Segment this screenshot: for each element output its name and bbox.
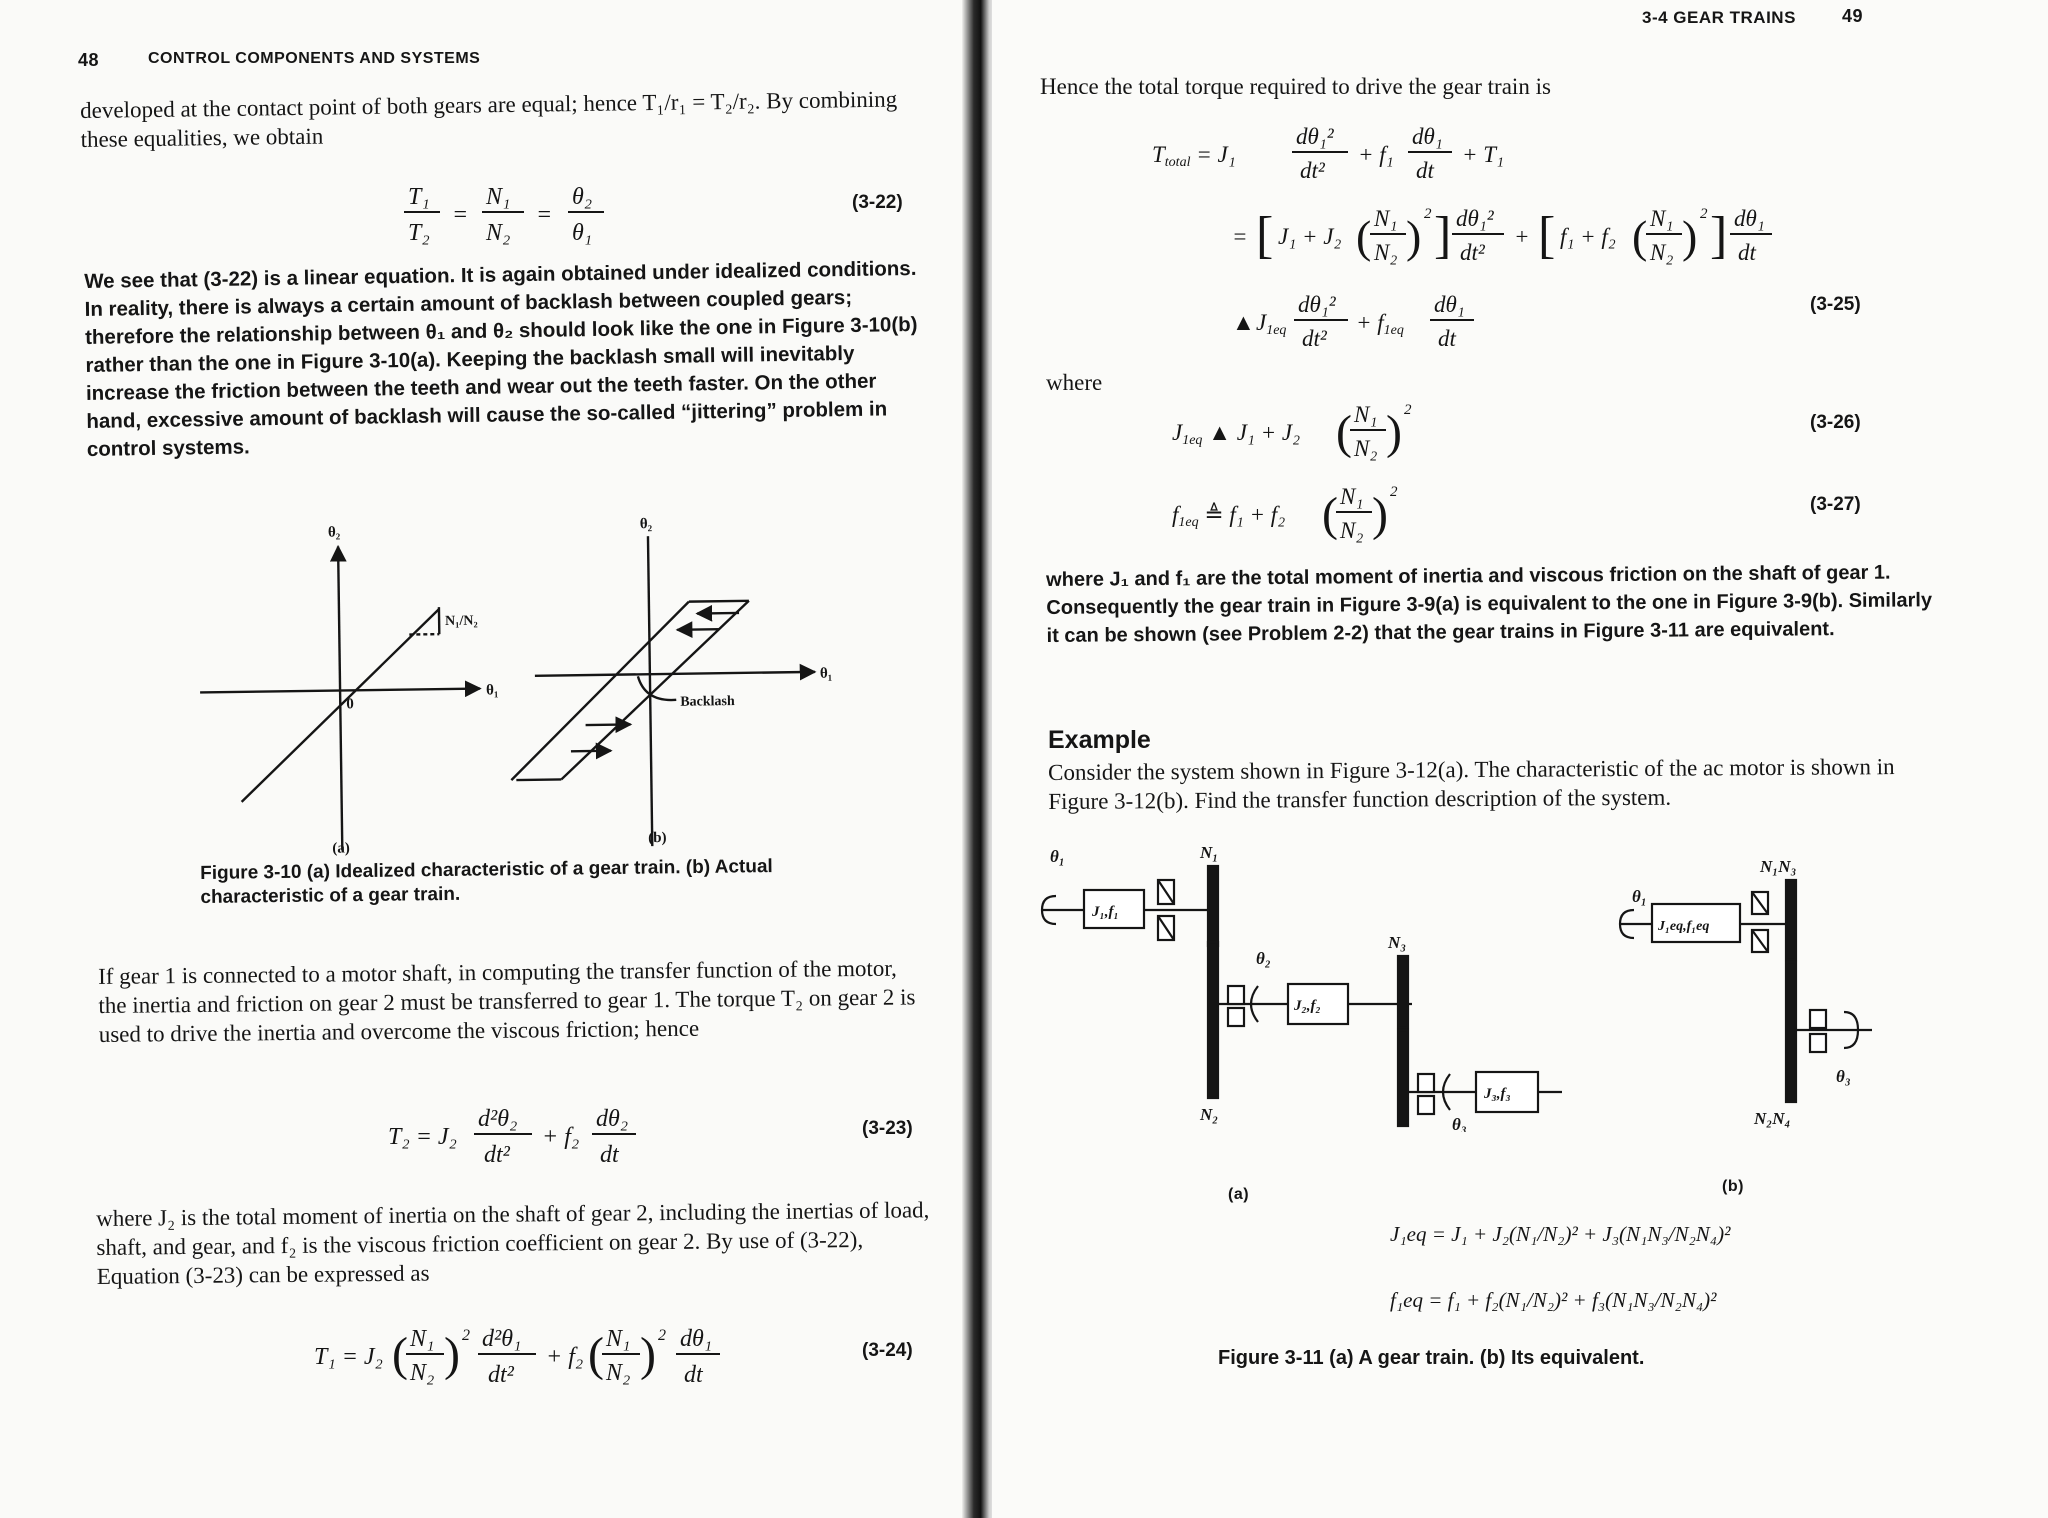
svg-text:[: [ — [1538, 207, 1556, 264]
svg-text:N₂: N₂ — [1650, 240, 1674, 265]
eq-number-3-25: (3-25) — [1810, 294, 1861, 315]
svg-text:θ₁: θ₁ — [572, 220, 593, 246]
svg-text:N₁: N₁ — [1340, 484, 1364, 509]
svg-text:f1eq ≜ f₁ + f₂: f1eq ≜ f₁ + f₂ — [1172, 502, 1286, 530]
svg-text:N₂: N₂ — [486, 220, 511, 246]
running-head-left: CONTROL COMPONENTS AND SYSTEMS — [148, 50, 481, 67]
paragraph-1: developed at the contact point of both gears are equal; hence T₁/r₁ = T₂/r₂. By combining these equalities, we obtain — [80, 86, 898, 152]
svg-text:): ) — [640, 1328, 656, 1381]
fig-a-label-j1f1: J₁,f₁ — [1092, 904, 1119, 920]
svg-text:dt²: dt² — [1460, 240, 1485, 265]
svg-text:dt: dt — [1738, 240, 1756, 265]
svg-text:N₁: N₁ — [1354, 402, 1378, 427]
svg-text:N₂: N₂ — [1340, 518, 1364, 543]
svg-text:dθ₁: dθ₁ — [1434, 292, 1465, 317]
svg-text:2: 2 — [1700, 206, 1708, 222]
fig-a-gear-n1 — [1208, 866, 1218, 946]
svg-text:dθ₁: dθ₁ — [1412, 124, 1443, 149]
right-page — [992, 0, 2048, 1518]
svg-text:N₂: N₂ — [410, 1360, 435, 1386]
svg-text:2: 2 — [462, 1327, 470, 1344]
fig-b-label-n1n3: N₁N₃ — [1760, 857, 1797, 876]
svg-text:N₁: N₁ — [1650, 206, 1674, 231]
fig-a-panel-label: (a) — [332, 840, 350, 857]
fig-b-label-theta3: θ₃ — [1836, 1067, 1851, 1086]
fig-a-label-theta3: θ₃ — [1452, 1115, 1467, 1132]
fig-a-gear-n4 — [1398, 1030, 1408, 1126]
fig-3-11-panel-a: (a) — [1228, 1186, 1250, 1203]
svg-text:(: ( — [1632, 211, 1648, 262]
svg-text:T₁ = J₂: T₁ = J₂ — [314, 1344, 383, 1370]
svg-text:Ttotal = J₁: Ttotal = J₁ — [1152, 142, 1236, 170]
svg-text:dθ₁: dθ₁ — [680, 1326, 713, 1352]
svg-text:dθ₂: dθ₂ — [596, 1106, 629, 1132]
svg-text:(: ( — [392, 1328, 408, 1381]
figure-3-10-caption: Figure 3-10 (a) Idealized characteristic of a gear train. (b) Actual characteristic of a gear train. — [200, 856, 773, 908]
svg-text:dt²: dt² — [488, 1362, 514, 1388]
svg-text:J1eq: J1eq — [1256, 310, 1287, 338]
book-spine — [962, 0, 996, 1518]
svg-text:=: = — [452, 202, 469, 228]
fig-b-y-axis — [648, 536, 652, 846]
svg-text:dt²: dt² — [1300, 158, 1325, 183]
eq-number-3-24: (3-24) — [862, 1340, 913, 1361]
svg-text:N₁: N₁ — [606, 1326, 631, 1352]
paragraph-2: We see that (3-22) is a linear equation. It is again obtained under idealized conditions. In reality, there is always a certain amount of backlash between coupled gears; therefore the relationship between θ₁ and θ₂ should look like the one in Figure 3-10(b) rather than the one in Figure 3-10(a). Keeping the backlash small will inevitably increase the friction between the teeth and wear out the teeth faster. On the other hand, excessive amount of backlash will cause the so-called “jittering” problem in control systems. — [84, 256, 918, 461]
equation-3-22 — [400, 178, 620, 248]
equation-3-25 — [1152, 118, 1802, 358]
svg-text:+ f1eq: + f1eq — [1356, 310, 1404, 338]
svg-text:T₂: T₂ — [408, 220, 430, 246]
svg-text:+ f₁: + f₁ — [1358, 142, 1394, 167]
fig-b-line-left — [509, 602, 691, 780]
fig-b-line-right — [559, 601, 751, 780]
svg-text:f₁ + f₂: f₁ + f₂ — [1560, 224, 1616, 249]
left-page — [0, 0, 968, 1518]
svg-text:2: 2 — [658, 1327, 666, 1344]
equation-3-27 — [1172, 478, 1472, 552]
svg-text:): ) — [1406, 211, 1422, 262]
figure-3-11-caption: Figure 3-11 (a) A gear train. (b) Its equivalent. — [1218, 1347, 1645, 1369]
fig-b-label-n2n4: N₂N₄ — [1754, 1109, 1791, 1128]
svg-text:): ) — [1682, 211, 1698, 262]
fig-b-gear-n1n3 — [1786, 880, 1796, 960]
svg-text:θ₂: θ₂ — [572, 184, 593, 210]
svg-text:N₂: N₂ — [606, 1360, 631, 1386]
fig-a-label-n2: N₂ — [1200, 1105, 1219, 1124]
eq-number-3-26: (3-26) — [1810, 412, 1861, 433]
svg-text:dθ₁²: dθ₁² — [1296, 124, 1334, 149]
svg-text:dt: dt — [684, 1362, 703, 1388]
figure-3-11 — [1032, 836, 1992, 1132]
equation-3-24 — [310, 1318, 730, 1398]
fig-a-x-label: θ₁ — [485, 682, 499, 699]
svg-text:dt²: dt² — [1302, 326, 1327, 351]
fig-a-slope-label: N₁/N₂ — [445, 613, 478, 630]
fig-3-11-eq-f: f₁eq = f₁ + f₂(N₁/N₂)² + f₃(N₁N₃/N₂N₄)² — [1390, 1288, 1717, 1312]
svg-text:2: 2 — [1424, 206, 1432, 222]
fig-b-y-label: θ₂ — [639, 516, 653, 533]
eq-number-3-23: (3-23) — [862, 1118, 913, 1139]
fig-b-panel-label: (b) — [648, 829, 667, 847]
svg-text:]: ] — [1710, 207, 1728, 264]
svg-text:dt²: dt² — [484, 1142, 510, 1168]
example-text: Consider the system shown in Figure 3-12(a). The characteristic of the ac motor is shown in Figure 3-12(b). Find the transfer function description of the system. — [1048, 754, 1895, 814]
page-number-right: 49 — [1842, 6, 1864, 26]
svg-text:▲: ▲ — [1232, 310, 1255, 335]
where-label: where — [1046, 370, 1103, 395]
paragraph-3: If gear 1 is connected to a motor shaft, in computing the transfer function of the motor, the inertia and friction on gear 2 must be transferred to gear 1. The torque T₂ on gear 2 is used to drive the inertia and overcome the viscous friction; hence — [98, 955, 916, 1047]
fig-a-label-n1: N₁ — [1200, 843, 1219, 862]
svg-text:(: ( — [588, 1328, 604, 1381]
svg-text:): ) — [1372, 488, 1388, 541]
right-intro: Hence the total torque required to drive the gear train is — [1040, 74, 1551, 99]
fig-a-label-j3f3: J₃,f₃ — [1484, 1086, 1511, 1102]
fig-3-11-panel-b: (b) — [1722, 1178, 1744, 1195]
example-heading: Example — [1048, 726, 1151, 754]
svg-text:2: 2 — [1404, 402, 1412, 418]
svg-text:(: ( — [1322, 488, 1338, 541]
svg-text:=: = — [536, 202, 553, 228]
equation-3-23 — [384, 1098, 644, 1172]
svg-text:N₂: N₂ — [1354, 436, 1378, 461]
svg-text:+ f₂: + f₂ — [546, 1344, 584, 1370]
svg-text:+: + — [1514, 224, 1530, 249]
svg-text:): ) — [444, 1328, 460, 1381]
svg-text:J₁ + J₂: J₁ + J₂ — [1278, 224, 1342, 249]
fig-a-label-n3: N₃ — [1388, 933, 1407, 952]
svg-text:d²θ₂: d²θ₂ — [478, 1106, 518, 1132]
svg-text:(: ( — [1336, 406, 1352, 459]
eq-number-3-27: (3-27) — [1810, 494, 1861, 515]
fig-a-origin-label: 0 — [346, 696, 354, 713]
svg-text:=: = — [1232, 224, 1248, 249]
fig-b-gear-n2n4 — [1786, 962, 1796, 1102]
svg-text:dθ₁²: dθ₁² — [1298, 292, 1336, 317]
svg-text:dt: dt — [1438, 326, 1456, 351]
eq-number-3-22: (3-22) — [852, 192, 903, 213]
fig-a-label-j2f2: J₂,f₂ — [1294, 998, 1321, 1014]
svg-text:dt: dt — [600, 1142, 619, 1168]
svg-text:N₁: N₁ — [410, 1326, 435, 1352]
fig-b-backlash-label: Backlash — [680, 694, 735, 710]
svg-text:): ) — [1386, 406, 1402, 459]
svg-text:dθ₁²: dθ₁² — [1456, 206, 1494, 231]
svg-text:N₁: N₁ — [1374, 206, 1398, 231]
fig-b-x-label: θ₁ — [819, 665, 833, 682]
page-number-left: 48 — [78, 50, 100, 70]
fig-3-11-eq-j: J₁eq = J₁ + J₂(N₁/N₂)² + J₃(N₁N₃/N₂N₄)² — [1390, 1222, 1731, 1246]
fig-b-label-theta1: θ₁ — [1632, 887, 1647, 906]
svg-text:T₂ = J₂: T₂ = J₂ — [388, 1124, 457, 1150]
fig-a-gear-n3 — [1398, 956, 1408, 1028]
fig-a-y-label: θ₂ — [327, 524, 341, 541]
paragraph-5: where J₁ and f₁ are the total moment of inertia and viscous friction on the shaft of gear 1. Consequently the gear train in Figure 3-9(a) is equivalent to the one in Figure 3-9(b). Similarly it can be shown (see Problem 2-2) that the gear trains in Figure 3-11 are equivalent. — [1046, 561, 1933, 647]
figure-3-10 — [190, 508, 850, 858]
fig-b-label-jeq-feq: J₁eq,f₁eq — [1658, 919, 1710, 934]
svg-text:[: [ — [1256, 207, 1274, 264]
fig-a-label-theta2: θ₂ — [1256, 949, 1271, 968]
svg-text:]: ] — [1434, 207, 1452, 264]
svg-text:dθ₁: dθ₁ — [1734, 206, 1765, 231]
fig-a-gear-n2 — [1208, 942, 1218, 1098]
fig-a-label-theta1: θ₁ — [1050, 847, 1065, 866]
svg-text:N₁: N₁ — [486, 184, 511, 210]
svg-text:J1eq ▲ J₁ + J₂: J1eq ▲ J₁ + J₂ — [1172, 420, 1301, 448]
fig-a-y-axis — [338, 547, 342, 851]
svg-text:+ T₁: + T₁ — [1462, 142, 1505, 167]
equation-3-26 — [1172, 396, 1472, 470]
svg-text:dt: dt — [1416, 158, 1434, 183]
svg-text:T₁: T₁ — [408, 184, 430, 210]
svg-text:(: ( — [1356, 211, 1372, 262]
svg-text:+ f₂: + f₂ — [542, 1124, 580, 1150]
svg-text:N₂: N₂ — [1374, 240, 1398, 265]
paragraph-4: where J₂ is the total moment of inertia on the shaft of gear 2, including the inertias of load, shaft, and gear, and f₂ is the viscous friction coefficient on gear 2. By use of (3-22), Equation (3-23) can be expressed as — [96, 1197, 930, 1289]
running-head-right: 3-4 GEAR TRAINS — [1642, 8, 1796, 27]
svg-text:d²θ₁: d²θ₁ — [482, 1326, 522, 1352]
svg-text:2: 2 — [1390, 484, 1398, 500]
